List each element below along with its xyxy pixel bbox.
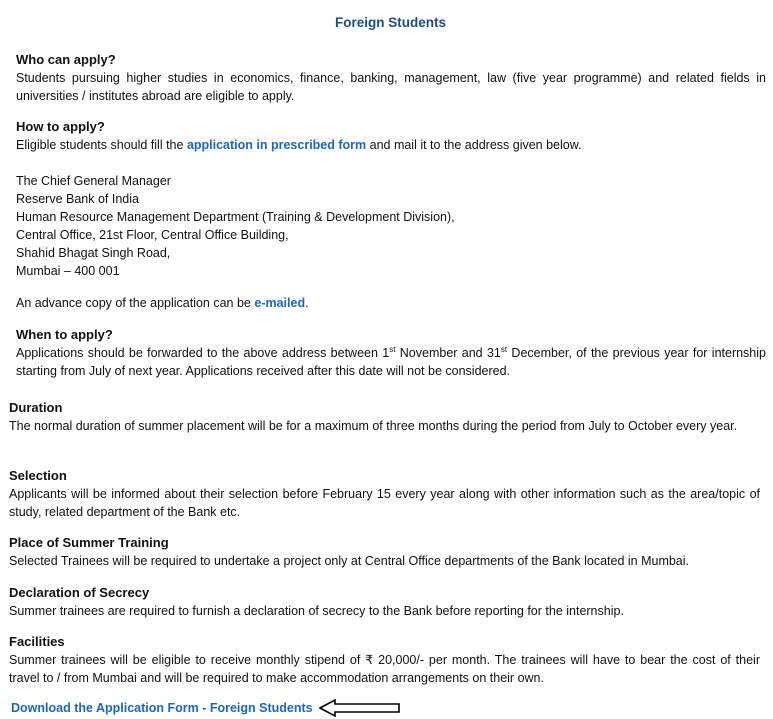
address-line: Shahid Bhagat Singh Road, [16,246,171,260]
who-can-apply-section [16,51,766,105]
when-text-a: Applications should be forwarded to the above address between 1 [16,346,390,360]
download-application-form-link[interactable]: Download the Application Form - Foreign Students [11,701,313,715]
advance-copy-text [16,294,766,312]
who-can-apply-heading: Who can apply? [16,52,116,67]
duration-heading: Duration [9,400,63,415]
advance-copy-text-before: An advance copy of the application can be [16,296,255,310]
selection-text: Applicants will be informed about their selection before February 15 every year along with other information such as the area/topic of study, related department of the Bank etc. [9,487,760,519]
selection-section [9,467,760,521]
when-sup-a: st [389,344,396,354]
address-line: Reserve Bank of India [16,192,139,206]
email-link[interactable]: e-mailed [254,296,306,310]
how-to-apply-text-after: and mail it to the address given below. [366,138,582,152]
selection-heading: Selection [9,468,67,483]
secrecy-heading: Declaration of Secrecy [9,585,150,600]
when-sup-b: st [500,344,508,354]
how-to-apply-section [16,118,766,154]
when-to-apply-heading: When to apply? [16,327,113,342]
facilities-text: Summer trainees will be eligible to receive monthly stipend of ₹ 20,000/- per month. The trainees will have to bear the cost of their travel to / from Mumbai and will be required to make accommodation arrangements on their own. [9,653,760,685]
advance-copy-section [16,294,766,312]
how-to-apply-heading: How to apply? [16,119,105,134]
who-can-apply-text: Students pursuing higher studies in economics, finance, banking, management, law (five year programme) and related fields in universities / institutes abroad are eligible to apply. [16,71,766,103]
duration-section [9,399,760,435]
secrecy-text: Summer trainees are required to furnish a declaration of secrecy to the Bank before reporting for the internship. [9,604,624,618]
advance-copy-text-after: . [305,296,309,310]
address-line: Mumbai – 400 001 [16,264,120,278]
when-text-c: December, of the previous year for internship starting from July of next year. Applications received after this date will not be considered. [16,346,766,378]
when-to-apply-text [16,344,766,380]
address-line: Human Resource Management Department (Training & Development Division), [16,210,455,224]
place-of-training-text: Selected Trainees will be required to undertake a project only at Central Office departments of the Bank located in Mumbai. [9,554,690,568]
how-to-apply-text [16,136,766,154]
secrecy-section [9,584,760,620]
how-to-apply-text-before: Eligible students should fill the [16,138,187,152]
left-arrow-icon [319,699,401,717]
address-line: Central Office, 21st Floor, Central Office Building, [16,228,289,242]
duration-text: The normal duration of summer placement will be for a maximum of three months during the period from July to October every year. [9,419,738,433]
page-title: Foreign Students [335,15,446,30]
place-of-training-heading: Place of Summer Training [9,535,169,550]
when-text-b: November and 31 [395,346,501,360]
when-to-apply-section [16,326,766,380]
download-row [11,698,401,718]
place-of-training-section [9,534,760,570]
facilities-heading: Facilities [9,634,65,649]
application-form-link[interactable]: application in prescribed form [186,138,367,152]
facilities-section [9,633,760,687]
address-line: The Chief General Manager [16,174,171,188]
mailing-address [16,172,766,280]
